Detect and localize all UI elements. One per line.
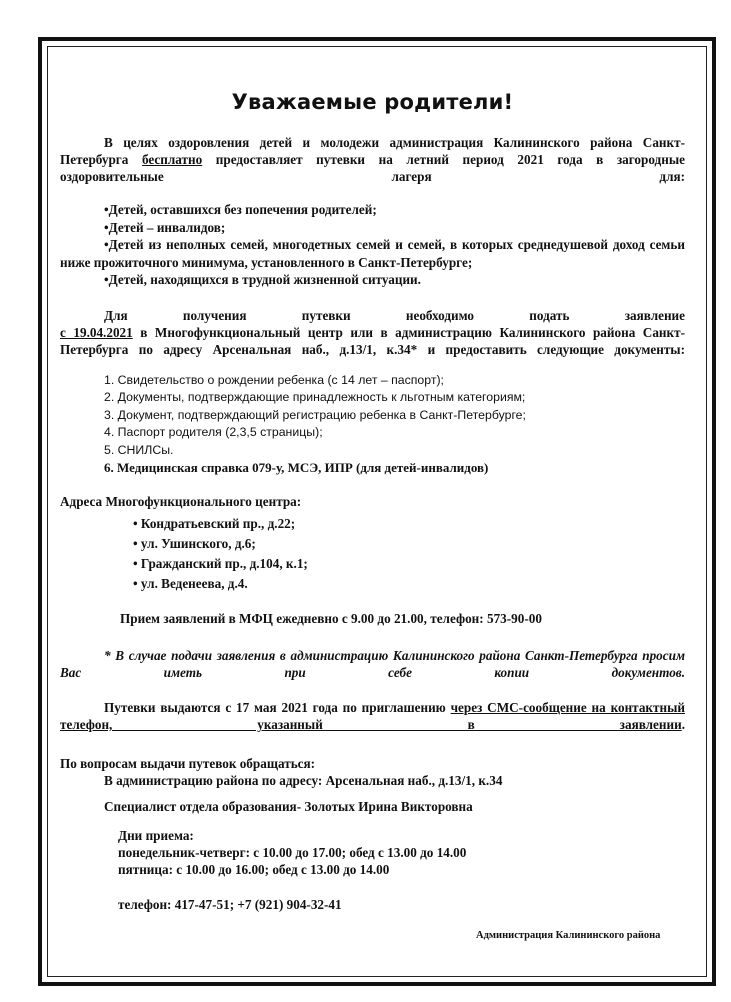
issue-text-before: Путевки выдаются с 17 мая 2021 года по приглашению: [104, 700, 451, 716]
mfc-address-list: [60, 514, 685, 594]
reception-schedule-fri: пятница: с 10.00 до 16.00; обед с 13.00 до 14.00: [118, 862, 390, 878]
reception-schedule-mon-thu: понедельник-четверг: с 10.00 до 17.00; обед с 13.00 до 14.00: [118, 845, 467, 861]
intro-paragraph: [60, 134, 685, 185]
list-item: • ул. Ушинского, д.6;: [133, 536, 256, 552]
list-item: 2. Документы, подтверждающие принадлежность к льготным категориям;: [104, 390, 526, 405]
documents-list: [60, 372, 685, 478]
application-paragraph-body: [60, 324, 685, 358]
mfc-hours: Прием заявлений в МФЦ ежедневно с 9.00 до 21.00, телефон: 573-90-00: [120, 611, 542, 627]
mfc-heading: Адреса Многофункционального центра:: [60, 494, 302, 510]
notice-content: [60, 90, 685, 913]
list-item: • Гражданский пр., д.104, к.1;: [133, 556, 308, 572]
page-title: Уважаемые родители!: [231, 90, 514, 114]
list-item: 3. Документ, подтверждающий регистрацию ребенка в Санкт-Петербурге;: [104, 407, 526, 422]
list-item: • Кондратьевский пр., д.22;: [133, 516, 296, 532]
intro-free-word: бесплатно: [141, 152, 203, 167]
list-item: •Детей – инвалидов;: [104, 219, 226, 235]
list-item: 5. СНИЛСы.: [104, 442, 174, 457]
list-item: • ул. Веденеева, д.4.: [133, 576, 248, 592]
issue-paragraph: [60, 699, 685, 733]
application-paragraph: [60, 307, 685, 324]
categories-list: [60, 201, 685, 289]
issue-text-after: .: [681, 717, 685, 733]
list-item: •Детей, оставшихся без попечения родителей;: [104, 202, 377, 217]
contacts-phone: телефон: 417-47-51; +7 (921) 904-32-41: [118, 897, 342, 913]
contacts-heading: По вопросам выдачи путевок обращаться:: [60, 756, 316, 772]
application-rest: в Многофункциональный центр или в администрацию Калининского района Санкт-Петербурга по адресу Арсенальная наб., д.13/1, к.34* и предоставить следующие документы:: [60, 324, 685, 357]
list-item: •Детей, находящихся в трудной жизненной ситуации.: [104, 272, 421, 287]
contacts-admin-address: В администрацию района по адресу: Арсенальная наб., д.13/1, к.34: [104, 773, 503, 789]
list-item: 6. Медицинская справка 079-у, МСЭ, ИПР (для детей-инвалидов): [104, 460, 489, 476]
list-item: 4. Паспорт родителя (2,3,5 страницы);: [104, 425, 323, 440]
intro-text-before: В целях оздоровления детей и молодежи администрация Калининского района Санкт-Петербурга: [60, 135, 685, 167]
signature: Администрация Калининского района: [476, 930, 661, 941]
footnote: * В случае подачи заявления в администрацию Калининского района Санкт-Петербурга просим Вас иметь при себе копии документов.: [60, 648, 685, 681]
reception-days-heading: Дни приема:: [118, 828, 194, 844]
application-date: с 19.04.2021: [60, 324, 133, 340]
application-lead: Для получения путевки необходимо подать заявление: [104, 307, 685, 323]
issue-sms-notice: через СМС-сообщение на контактный телефон, указанный в заявлении: [60, 700, 685, 733]
contacts-specialist: Специалист отдела образования- Золотых Ирина Викторовна: [104, 799, 473, 815]
list-item: •Детей из неполных семей, многодетных семей и семей, в которых среднедушевой доход семьи ниже прожиточного минимума, установленного в Санкт-Петербурге;: [60, 237, 685, 270]
list-item: 1. Свидетельство о рождении ребенка (с 14 лет – паспорт);: [104, 372, 444, 387]
intro-text-after: предоставляет путевки на летний период 2021 года в загородные оздоровительные лагеря для:: [60, 152, 685, 184]
